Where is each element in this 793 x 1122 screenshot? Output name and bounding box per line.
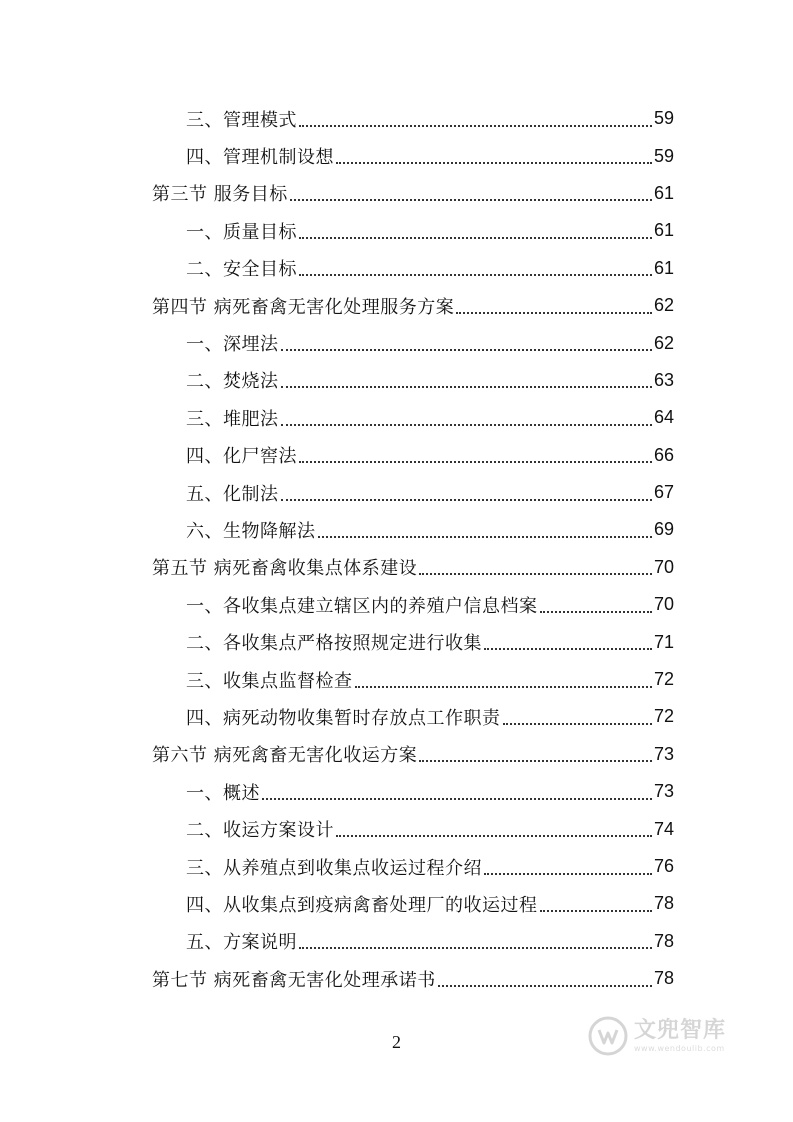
toc-entry[interactable] [152,399,674,436]
toc-entry-page: 61 [653,257,674,278]
wendou-logo-icon [588,1016,628,1056]
toc-entry-title: 一、概述 [186,782,260,804]
watermark-url: www.wendoulib.com [634,1043,725,1053]
toc-leader-dots [299,947,652,949]
toc-entry-title: 第七节 病死畜禽无害化处理承诺书 [152,969,436,991]
toc-entry-title: 五、方案说明 [186,932,297,954]
toc-leader-dots [281,349,652,351]
toc-entry-page: 62 [653,295,674,316]
toc-entry-page: 67 [653,482,674,503]
toc-leader-dots [503,723,652,725]
toc-entry-title: 二、收运方案设计 [186,820,334,842]
toc-entry-page: 61 [653,220,674,241]
toc-leader-dots [540,910,652,912]
toc-entry-page: 59 [653,145,674,166]
toc-leader-dots [540,611,652,613]
toc-entry[interactable] [152,137,674,174]
toc-entry[interactable] [152,250,674,287]
toc-entry[interactable] [152,437,674,474]
toc-entry[interactable] [152,549,674,586]
toc-entry[interactable] [152,960,674,997]
toc-entry-title: 四、化尸窖法 [186,446,297,468]
toc-entry-title: 五、化制法 [186,483,279,505]
toc-leader-dots [262,798,652,800]
toc-entry-page: 71 [653,631,674,652]
page-number: 2 [392,1032,401,1052]
toc-entry-page: 59 [653,108,674,129]
toc-entry-page: 76 [653,856,674,876]
toc-entry-title: 四、病死动物收集暂时存放点工作职责 [186,707,501,729]
toc-leader-dots [281,424,652,426]
table-of-contents [152,100,674,997]
toc-entry-page: 73 [653,781,674,802]
toc-leader-dots [419,573,652,575]
toc-entry[interactable] [152,175,674,212]
toc-entry-title: 第五节 病死畜禽收集点体系建设 [152,558,418,580]
toc-entry[interactable] [152,511,674,548]
toc-entry-title: 第四节 病死畜禽无害化处理服务方案 [152,296,455,318]
toc-entry[interactable] [152,623,674,660]
toc-entry[interactable] [152,885,674,922]
toc-entry-title: 六、生物降解法 [186,520,316,542]
toc-entry-page: 64 [653,407,674,428]
watermark-name: 文兜智库 [634,1017,727,1043]
toc-leader-dots [336,835,652,837]
toc-entry-title: 二、各收集点严格按照规定进行收集 [186,633,482,655]
toc-leader-dots [355,686,652,688]
toc-leader-dots [290,199,652,201]
toc-entry-page: 70 [653,594,674,615]
toc-leader-dots [484,873,652,875]
toc-entry[interactable] [152,212,674,249]
toc-entry[interactable] [152,923,674,960]
toc-entry-page: 78 [653,968,674,989]
toc-entry[interactable] [152,362,674,399]
toc-entry-title: 一、深埋法 [186,334,279,356]
toc-entry-page: 72 [653,706,674,727]
toc-leader-dots [484,648,652,650]
toc-entry-title: 三、管理模式 [186,109,297,131]
toc-entry-title: 一、各收集点建立辖区内的养殖户信息档案 [186,595,538,617]
toc-entry-page: 66 [653,444,674,465]
toc-entry[interactable] [152,324,674,361]
toc-leader-dots [318,536,652,538]
toc-leader-dots [438,985,652,987]
toc-entry-title: 三、从养殖点到收集点收运过程介绍 [186,857,482,879]
toc-entry[interactable] [152,661,674,698]
toc-entry-title: 第三节 服务目标 [152,184,288,206]
toc-leader-dots [281,499,652,501]
toc-entry[interactable] [152,100,674,137]
toc-entry-title: 三、收集点监督检查 [186,670,353,692]
toc-entry-page: 61 [653,182,674,203]
toc-entry-title: 二、焚烧法 [186,371,279,393]
toc-entry-page: 62 [653,332,674,353]
toc-leader-dots [299,461,652,463]
toc-entry-page: 74 [653,818,674,839]
toc-entry[interactable] [152,848,674,885]
toc-entry[interactable] [152,287,674,324]
toc-entry-title: 三、堆肥法 [186,408,279,430]
toc-entry-page: 78 [653,893,674,914]
toc-entry-page: 70 [653,556,674,577]
toc-entry[interactable] [152,474,674,511]
toc-leader-dots [456,312,652,314]
toc-entry-title: 四、管理机制设想 [186,147,334,169]
toc-entry-page: 63 [653,369,674,390]
toc-leader-dots [299,274,652,276]
toc-entry-page: 69 [653,519,674,540]
toc-leader-dots [336,162,652,164]
toc-entry-title: 第六节 病死禽畜无害化收运方案 [152,745,418,767]
toc-leader-dots [299,125,652,127]
toc-leader-dots [299,237,652,239]
toc-entry-title: 四、从收集点到疫病禽畜处理厂的收运过程 [186,894,538,916]
toc-entry[interactable] [152,736,674,773]
toc-entry[interactable] [152,586,674,623]
toc-leader-dots [419,760,652,762]
toc-entry-page: 73 [653,743,674,764]
toc-entry[interactable] [152,773,674,810]
watermark [588,1016,726,1056]
toc-entry-page: 78 [653,930,674,951]
toc-entry-title: 一、质量目标 [186,221,297,243]
toc-entry[interactable] [152,698,674,735]
toc-entry[interactable] [152,810,674,847]
toc-entry-title: 二、安全目标 [186,259,297,281]
toc-leader-dots [281,386,652,388]
toc-entry-page: 72 [653,669,674,690]
